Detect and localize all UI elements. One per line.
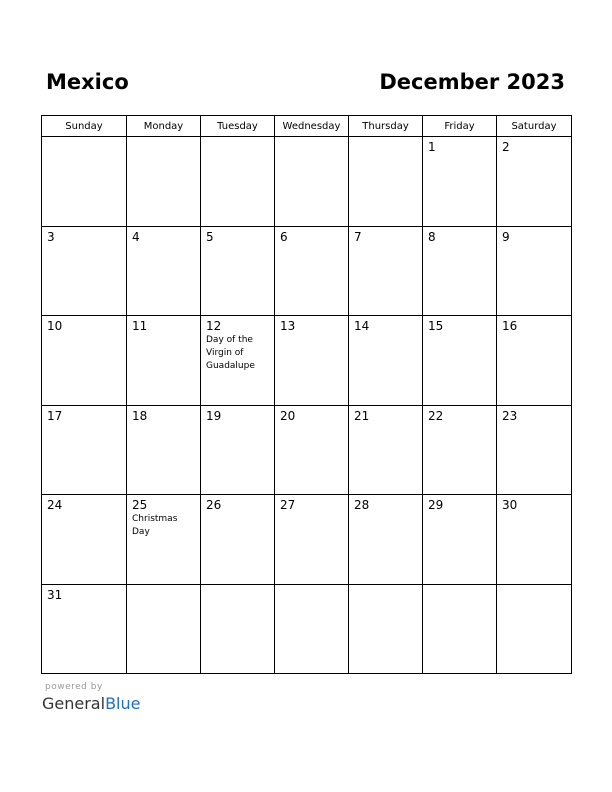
- day-cell: [497, 137, 572, 227]
- day-number: 16: [502, 319, 518, 333]
- holiday-label: Day of the Virgin of Guadalupe: [206, 335, 255, 371]
- day-number: 30: [502, 498, 518, 512]
- day-cell: [349, 226, 423, 316]
- day-cell: [42, 226, 127, 316]
- weekday-monday: Monday: [127, 116, 201, 137]
- day-cell: [127, 226, 201, 316]
- day-number: 26: [206, 498, 222, 512]
- day-cell: [127, 405, 201, 495]
- week-row: [42, 316, 572, 406]
- day-cell: [201, 137, 275, 227]
- day-number: 17: [47, 408, 63, 423]
- logo-blue-text: Blue: [105, 694, 141, 713]
- day-cell: [201, 584, 275, 674]
- day-cell: [201, 316, 275, 406]
- day-number: 1: [428, 140, 436, 154]
- calendar-grid: [41, 115, 572, 674]
- day-cell: [201, 405, 275, 495]
- day-number: 22: [428, 408, 444, 423]
- day-cell: [423, 226, 497, 316]
- logo-general-text: General: [42, 694, 106, 713]
- day-number: 8: [428, 229, 436, 244]
- day-number: 18: [132, 408, 148, 423]
- country-title: Mexico: [46, 70, 129, 94]
- day-number: 9: [502, 229, 510, 244]
- day-cell: [349, 137, 423, 227]
- weekday-friday: Friday: [423, 116, 497, 137]
- month-title: December 2023: [379, 70, 565, 94]
- generalblue-logo[interactable]: [42, 694, 140, 713]
- day-cell: [423, 405, 497, 495]
- weekday-thursday: Thursday: [349, 116, 423, 137]
- day-number: 10: [47, 319, 63, 333]
- day-cell: [127, 316, 201, 406]
- day-number: 6: [280, 229, 288, 244]
- holiday-label: Christmas Day: [132, 514, 178, 537]
- day-number: 21: [354, 408, 370, 423]
- day-cell: [127, 137, 201, 227]
- day-number: 5: [206, 229, 214, 244]
- day-number: 12: [206, 319, 222, 333]
- day-cell: [42, 405, 127, 495]
- weekday-tuesday: Tuesday: [201, 116, 275, 137]
- day-cell: [497, 584, 572, 674]
- day-cell: [201, 495, 275, 585]
- day-cell: [127, 495, 201, 585]
- day-cell: [42, 316, 127, 406]
- day-number: 25: [132, 498, 148, 512]
- day-cell: [275, 226, 349, 316]
- weekday-saturday: Saturday: [497, 116, 572, 137]
- day-number: 20: [280, 408, 296, 423]
- day-number: 29: [428, 498, 444, 512]
- day-cell: [42, 137, 127, 227]
- day-cell: [423, 584, 497, 674]
- weekday-wednesday: Wednesday: [275, 116, 349, 137]
- day-cell: [275, 405, 349, 495]
- day-number: 15: [428, 319, 444, 333]
- day-number: 14: [354, 319, 370, 333]
- week-row: [42, 584, 572, 674]
- day-cell: [275, 137, 349, 227]
- day-number: 4: [132, 229, 140, 244]
- weekday-header-row: [42, 116, 572, 137]
- day-cell: [497, 226, 572, 316]
- week-row: [42, 495, 572, 585]
- day-cell: [275, 584, 349, 674]
- week-row: [42, 405, 572, 495]
- day-cell: [42, 495, 127, 585]
- day-cell: [275, 316, 349, 406]
- day-number: 27: [280, 498, 296, 512]
- day-cell: [275, 495, 349, 585]
- day-cell: [423, 137, 497, 227]
- weekday-sunday: Sunday: [42, 116, 127, 137]
- day-number: 31: [47, 587, 63, 602]
- day-cell: [423, 495, 497, 585]
- day-number: 23: [502, 408, 518, 423]
- day-cell: [497, 316, 572, 406]
- day-cell: [42, 584, 127, 674]
- day-cell: [127, 584, 201, 674]
- day-number: 11: [132, 319, 148, 333]
- day-number: 28: [354, 498, 370, 512]
- week-row: [42, 137, 572, 227]
- day-cell: [349, 405, 423, 495]
- day-cell: [497, 495, 572, 585]
- day-cell: [349, 316, 423, 406]
- powered-by-text: powered by: [45, 682, 103, 692]
- day-number: 3: [47, 229, 55, 244]
- day-number: 13: [280, 319, 296, 333]
- day-cell: [201, 226, 275, 316]
- week-row: [42, 226, 572, 316]
- day-number: 24: [47, 498, 63, 512]
- day-number: 2: [502, 140, 510, 154]
- day-number: 7: [354, 229, 362, 244]
- day-cell: [423, 316, 497, 406]
- day-number: 19: [206, 408, 222, 423]
- day-cell: [349, 495, 423, 585]
- day-cell: [497, 405, 572, 495]
- day-cell: [349, 584, 423, 674]
